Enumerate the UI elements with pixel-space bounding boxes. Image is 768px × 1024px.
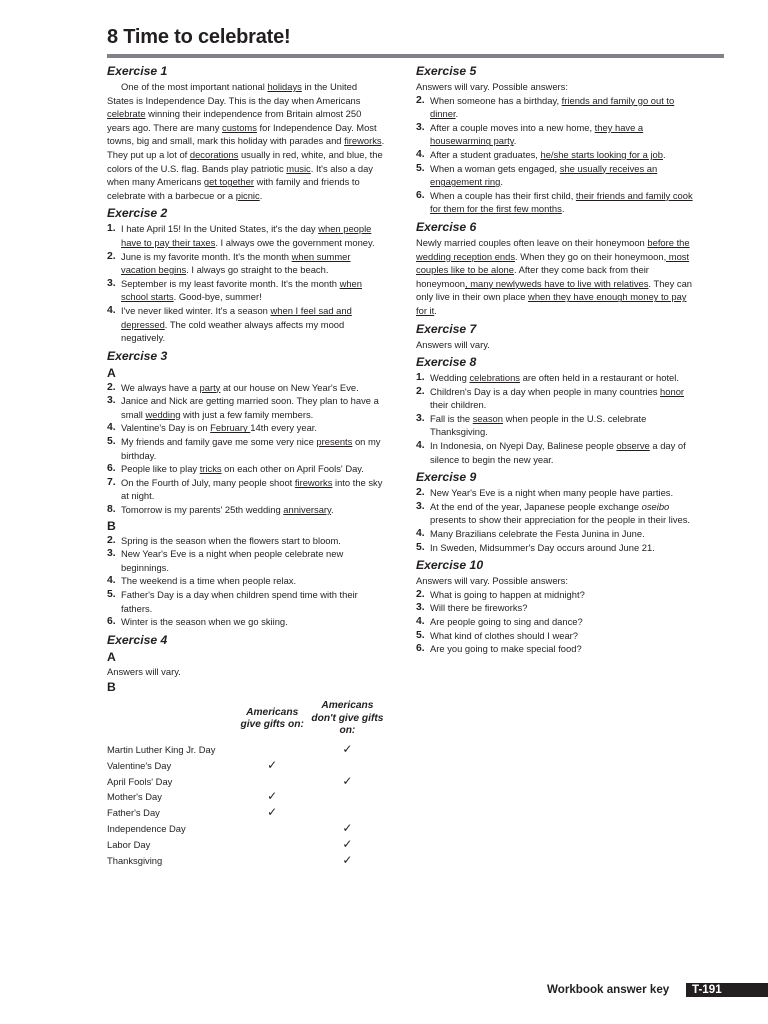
- holiday-name: Martin Luther King Jr. Day: [107, 743, 216, 755]
- table-row: [107, 837, 385, 853]
- checkmark-icon: ✓: [342, 852, 353, 867]
- exercise-8-list: [416, 371, 700, 466]
- exercise-7-heading: Exercise 7: [416, 321, 477, 336]
- table-row: [107, 742, 385, 758]
- holiday-name: Mother's Day: [107, 791, 162, 803]
- list-item: 2. June is my favorite month. It's the month when summer vacation begins. I always go straight to the beach.: [107, 250, 351, 276]
- list-item: 2. New Year's Eve is a night when many people have parties.: [416, 487, 674, 499]
- list-item: 1. I hate April 15! In the United States, it's the day when people have to pay their taxes. I always owe the government money.: [107, 223, 375, 248]
- list-item: 2. Children's Day is a day when people in many countries honor their children.: [416, 385, 685, 411]
- list-item: 3. Janice and Nick are getting married soon. They plan to have a small wedding with just a few family members.: [107, 395, 379, 420]
- gives-gifts-cell: [235, 805, 310, 821]
- list-item: 4. Many Brazilians celebrate the Festa Junina in June.: [416, 528, 645, 540]
- holiday-name: Father's Day: [107, 807, 160, 819]
- table-header-blank: [107, 697, 235, 742]
- table-row: [107, 852, 385, 868]
- footer-label: Workbook answer key: [547, 983, 670, 996]
- list-item: 1. Wedding celebrations are often held in a restaurant or hotel.: [416, 372, 679, 384]
- exercise-3b-list: [107, 534, 385, 629]
- exercise-2-heading: Exercise 2: [107, 206, 168, 221]
- exercise-3-part-a-label: A: [107, 365, 116, 380]
- list-item: 3. New Year's Eve is a night when people celebrate new beginnings.: [107, 548, 344, 573]
- table-row: [107, 805, 385, 821]
- exercise-8-heading: Exercise 8: [416, 355, 477, 370]
- exercise-4-heading: Exercise 4: [107, 632, 168, 647]
- exercise-3-part-b-label: B: [107, 518, 116, 533]
- table-header-gifts: Americans give gifts on:: [240, 706, 304, 731]
- gives-gifts-cell: [235, 742, 310, 758]
- list-item: 4. I've never liked winter. It's a season when I feel sad and depressed. The cold weather always affects my mood negatively.: [107, 304, 352, 344]
- gives-gifts-cell: [235, 758, 310, 774]
- list-item: 4. The weekend is a time when people relax.: [107, 575, 297, 587]
- list-item: 3. September is my least favorite month. It's the month when school starts. Good-bye, summer!: [107, 277, 362, 303]
- exercise-10-heading: Exercise 10: [416, 558, 484, 573]
- exercise-10-list: [416, 588, 700, 656]
- no-gifts-cell: [310, 789, 385, 805]
- holiday-name: Labor Day: [107, 838, 151, 850]
- list-item: 4. In Indonesia, on Nyepi Day, Balinese people observe a day of silence to begin the new year.: [416, 440, 686, 465]
- checkmark-icon: ✓: [267, 805, 278, 820]
- no-gifts-cell: [310, 852, 385, 868]
- exercise-1-heading: Exercise 1: [107, 64, 168, 78]
- exercise-3a-list: [107, 381, 385, 517]
- exercise-1-paragraph: One of the most important national holidays in the United States is Independence Day. This is the day when Americans celebrate winning their independence from Britain almost 250 years ago. There are many customs for Independence Day. Most towns, big and small, mark this holiday with parades and fireworks. They put up a lot of decorations usually in red, white, and blue, the colors of the U.S. flag. Bands play patriotic music. It's also a day when many Americans get together with family and friends to celebrate with a barbecue or a picnic.: [107, 81, 385, 201]
- list-item: 5. In Sweden, Midsummer's Day occurs around June 21.: [416, 541, 655, 553]
- exercise-10-intro: Answers will vary. Possible answers:: [416, 575, 568, 587]
- exercise-9-list: [416, 486, 700, 554]
- page-number: T-191: [686, 983, 768, 997]
- exercise-2-list: [107, 222, 385, 344]
- exercise-5-intro: Answers will vary. Possible answers:: [416, 81, 568, 92]
- exercise-4-part-a-label: A: [107, 649, 116, 664]
- no-gifts-cell: [310, 742, 385, 758]
- list-item: 6. Are you going to make special food?: [416, 643, 582, 655]
- list-item: 4. Are people going to sing and dance?: [416, 616, 583, 627]
- gifts-table: [107, 697, 385, 868]
- checkmark-icon: ✓: [267, 757, 278, 772]
- list-item: 3. Will there be fireworks?: [416, 602, 528, 614]
- list-item: 2. What is going to happen at midnight?: [416, 588, 585, 600]
- exercise-4-part-a-answer: Answers will vary.: [107, 665, 181, 677]
- gives-gifts-cell: [235, 837, 310, 853]
- no-gifts-cell: [310, 837, 385, 853]
- holiday-name: Valentine's Day: [107, 759, 172, 771]
- checkmark-icon: ✓: [342, 773, 353, 788]
- no-gifts-cell: [310, 773, 385, 789]
- table-row: [107, 789, 385, 805]
- exercise-6-paragraph: Newly married couples often leave on their honeymoon before the wedding reception ends. When they go on their honeymoon, most couples like to be alone. After they come back from their honeymoon, many newlyweds have to live with relatives. They can only live in their own place when they have enough money to pay for it.: [416, 236, 693, 316]
- exercise-6-heading: Exercise 6: [416, 219, 477, 234]
- list-item: 5. My friends and family gave me some very nice presents on my birthday.: [107, 436, 381, 461]
- list-item: 6. People like to play tricks on each other on April Fools' Day.: [107, 463, 364, 475]
- list-item: 5. What kind of clothes should I wear?: [416, 629, 578, 641]
- gives-gifts-cell: [235, 821, 310, 837]
- right-column: [416, 64, 700, 656]
- list-item: 3. After a couple moves into a new home, they have a housewarming party.: [416, 121, 644, 147]
- list-item: 5. When a woman gets engaged, she usually receives an engagement ring.: [416, 162, 658, 188]
- list-item: 4. After a student graduates, he/she starts looking for a job.: [416, 148, 666, 160]
- exercise-7-answer: Answers will vary.: [416, 338, 490, 350]
- holiday-name: Thanksgiving: [107, 854, 163, 866]
- exercise-4-part-b-label: B: [107, 680, 116, 695]
- list-item: 3. Fall is the season when people in the U.S. celebrate Thanksgiving.: [416, 412, 647, 438]
- title-rule: [107, 54, 724, 58]
- list-item: 2. Spring is the season when the flowers start to bloom.: [107, 534, 341, 546]
- checkmark-icon: ✓: [342, 741, 353, 756]
- no-gifts-cell: [310, 805, 385, 821]
- list-item: 4. Valentine's Day is on February 14th every year.: [107, 422, 318, 434]
- no-gifts-cell: [310, 821, 385, 837]
- exercise-5-heading: Exercise 5: [416, 64, 477, 78]
- gives-gifts-cell: [235, 773, 310, 789]
- page-title: 8 Time to celebrate!: [107, 26, 291, 48]
- list-item: 2. We always have a party at our house on New Year's Eve.: [107, 381, 359, 393]
- table-header-no-gifts: Americans don't give gifts on:: [311, 700, 384, 737]
- left-column: [107, 64, 385, 868]
- no-gifts-cell: [310, 758, 385, 774]
- gives-gifts-cell: [235, 852, 310, 868]
- list-item: 2. When someone has a birthday, friends and family go out to dinner.: [416, 94, 675, 120]
- table-row: [107, 758, 385, 774]
- list-item: 6. Winter is the season when we go skiing.: [107, 616, 288, 628]
- holiday-name: April Fools' Day: [107, 775, 173, 787]
- exercise-5-list: [416, 94, 700, 216]
- checkmark-icon: ✓: [342, 836, 353, 851]
- gifts-table-body: [107, 742, 385, 868]
- checkmark-icon: ✓: [342, 820, 353, 835]
- list-item: 3. At the end of the year, Japanese people exchange oseibo presents to show their appreciation for the people in their lives.: [416, 500, 691, 526]
- table-row: [107, 821, 385, 837]
- holiday-name: Independence Day: [107, 822, 186, 834]
- list-item: 8. Tomorrow is my parents' 25th wedding anniversary.: [107, 504, 334, 516]
- list-item: 5. Father's Day is a day when children spend time with their fathers.: [107, 589, 358, 614]
- exercise-9-heading: Exercise 9: [416, 470, 477, 485]
- checkmark-icon: ✓: [267, 789, 278, 804]
- list-item: 7. On the Fourth of July, many people shoot fireworks into the sky at night.: [107, 476, 383, 502]
- table-row: [107, 773, 385, 789]
- list-item: 6. When a couple has their first child, their friends and family cook for them for the first few months.: [416, 189, 693, 215]
- exercise-3-heading: Exercise 3: [107, 348, 168, 363]
- gives-gifts-cell: [235, 789, 310, 805]
